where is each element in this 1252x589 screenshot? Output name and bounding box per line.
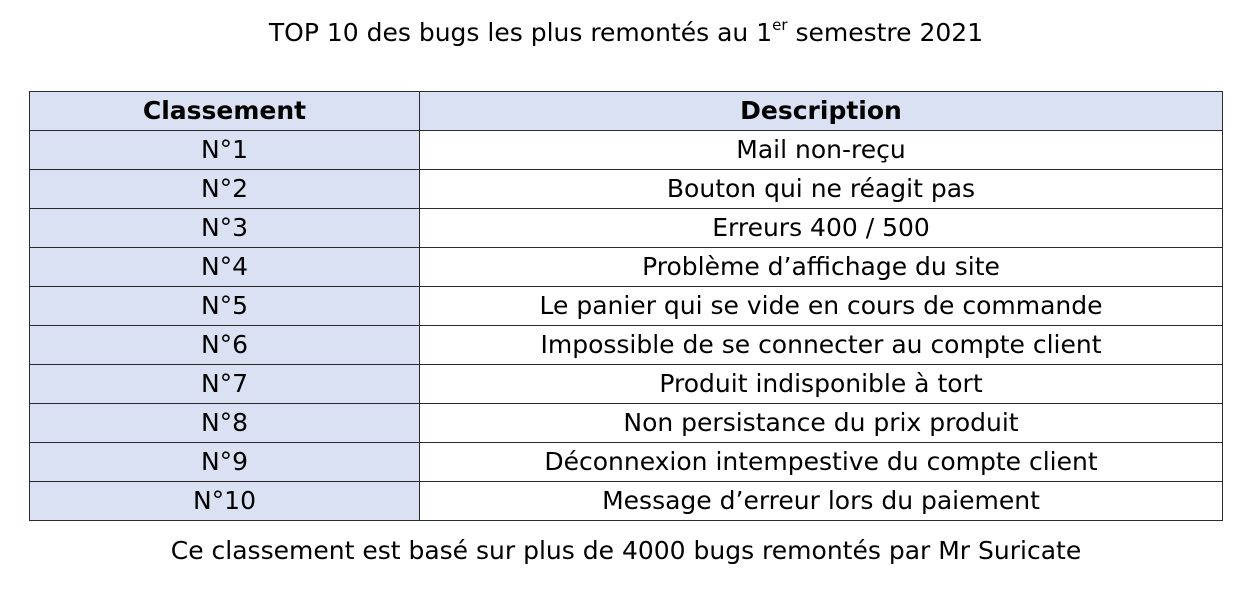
rank-cell: N°2 (30, 170, 420, 209)
column-header-description: Description (420, 92, 1223, 131)
table-row (30, 482, 1223, 521)
rank-cell: N°10 (30, 482, 420, 521)
table-header-row (30, 92, 1223, 131)
table-row (30, 209, 1223, 248)
table-row (30, 248, 1223, 287)
rank-cell: N°1 (30, 131, 420, 170)
rank-cell: N°6 (30, 326, 420, 365)
table-row (30, 404, 1223, 443)
title-text-end: semestre 2021 (787, 18, 984, 47)
rank-cell: N°4 (30, 248, 420, 287)
description-cell: Mail non-reçu (420, 131, 1223, 170)
bug-ranking-table (29, 91, 1223, 521)
title-superscript: er (772, 16, 788, 34)
rank-cell: N°5 (30, 287, 420, 326)
description-cell: Message d’erreur lors du paiement (420, 482, 1223, 521)
table-row (30, 365, 1223, 404)
description-cell: Le panier qui se vide en cours de commande (420, 287, 1223, 326)
rank-cell: N°8 (30, 404, 420, 443)
description-cell: Impossible de se connecter au compte client (420, 326, 1223, 365)
description-cell: Déconnexion intempestive du compte client (420, 443, 1223, 482)
table-row (30, 326, 1223, 365)
table-row (30, 443, 1223, 482)
rank-cell: N°7 (30, 365, 420, 404)
rank-cell: N°3 (30, 209, 420, 248)
table-row (30, 287, 1223, 326)
page-title (0, 15, 1252, 51)
table-row (30, 170, 1223, 209)
description-cell: Erreurs 400 / 500 (420, 209, 1223, 248)
description-cell: Bouton qui ne réagit pas (420, 170, 1223, 209)
title-text: TOP 10 des bugs les plus remontés au 1 (268, 18, 773, 47)
rank-cell: N°9 (30, 443, 420, 482)
description-cell: Non persistance du prix produit (420, 404, 1223, 443)
description-cell: Problème d’affichage du site (420, 248, 1223, 287)
footnote: Ce classement est basé sur plus de 4000 bugs remontés par Mr Suricate (170, 536, 1082, 565)
column-header-rank: Classement (30, 92, 420, 131)
table-row (30, 131, 1223, 170)
description-cell: Produit indisponible à tort (420, 365, 1223, 404)
